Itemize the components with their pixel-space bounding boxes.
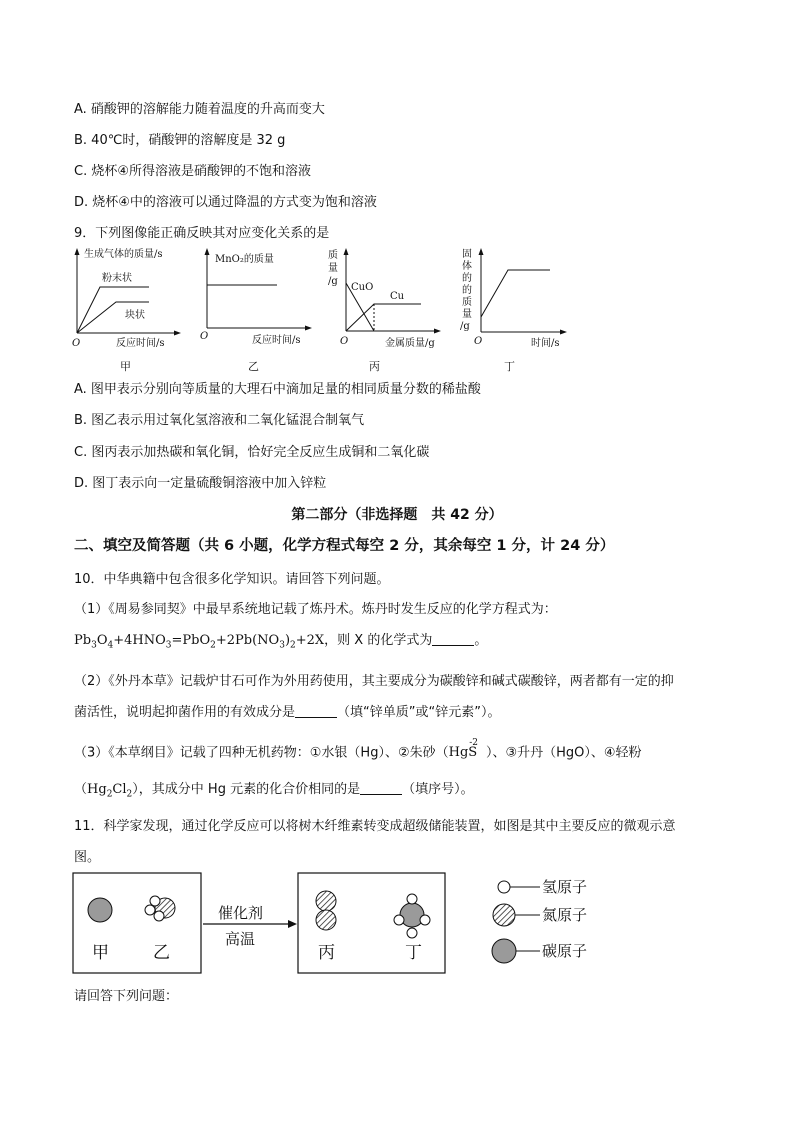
legend-hydrogen-label: 氢原子 [542,878,588,896]
chart-ding-origin: O [474,336,483,347]
chart-ding-series [481,270,550,317]
chart-ding-ylabel-3: 的 [462,273,472,284]
label-yi: 乙 [153,943,170,963]
q10-part3b-tail: （填序号）。 [402,782,474,797]
chart-yi-xlabel: 反应时间/s [252,335,301,346]
answer-blank[interactable] [360,782,402,795]
chart-ding-ylabel-6: 量 [462,309,472,320]
chart-bing-ylabel-2: 量 [328,263,338,274]
equation-end: 。 [474,633,488,648]
chart-bing-ylabel-3: /g [328,276,338,287]
chart-ding [458,245,578,350]
chart-jia-curve1-label: 粉末状 [102,273,132,284]
section2-title: 二、填空及简答题（共 6 小题，化学方程式每空 2 分，其余每空 1 分，计 24 分） [74,538,615,554]
q9-option-b: B. 图乙表示用过氧化氢溶液和二氧化锰混合制氧气 [74,413,365,428]
q10-part3a-text: （3）《本草纲目》记载了四种无机药物：①水银（Hg）、②朱砂（ [74,745,449,761]
q8-option-a: A. 硝酸钾的溶解能力随着温度的升高而变大 [74,102,325,117]
q10-part3b: $(Hg_2Cl_2)$，其成分中 Hg 元素的化合价相同的是 （填序号）。 [74,782,474,800]
answer-blank[interactable] [295,705,337,718]
q9-option-c: C. 图丙表示加热碳和氧化铜，恰好完全反应生成铜和二氧化碳 [74,445,430,460]
ch4-molecule [394,894,430,938]
chart-bing-series-cu [346,304,421,331]
chart-ding-ylabel-5: 质 [462,297,472,308]
label-jia: 甲 [92,943,109,963]
chart-bing-origin: O [340,336,349,347]
q8-option-d: D. 烧杯④中的溶液可以通过降温的方式变为饱和溶液 [74,195,377,210]
legend-carbon-atom [492,939,516,963]
chart-ding-ylabel-2: 体 [462,261,472,272]
legend-nitrogen-atom [493,904,515,926]
answer-blank[interactable] [432,633,474,646]
equation-tail: ，则 X 的化学式为 [324,633,433,648]
q10-part2a: （2）《外丹本草》记载炉甘石可作为外用药使用，其主要成分为碳酸锌和碱式碳酸锌，两者都有一定的抑 [74,674,674,689]
q10-part3b-text: ，其成分中 Hg 元素的化合价相同的是 [138,782,361,797]
chart-ding-xlabel: 时间/s [531,338,560,349]
chart-bing-curve1-label: CuO [351,282,374,293]
chart-yi-ylabel: MnO₂的质量 [215,254,274,265]
equation-formula: $Pb_3O_4+4HNO_3=PbO_2+2Pb(NO_3)_2+2X$ [74,633,325,651]
q8-option-c: C. 烧杯④所得溶液是硝酸钾的不饱和溶液 [74,164,311,179]
q11-stem-b: 图。 [74,850,101,865]
part2-title: 第二部分（非选择题 共 42 分） [291,507,503,523]
catalyst-label: 催化剂 [218,904,264,922]
q8-option-b: B. 40℃时，硝酸钾的溶解度是 32 g [74,133,286,148]
chart-ding-caption: 丁 [504,360,515,373]
chart-jia-caption: 甲 [120,360,131,373]
chart-jia-ylabel: 生成气体的质量/s [84,249,163,260]
chart-yi-caption: 乙 [248,360,259,373]
hg2cl2-formula: $Hg_2Cl_2$ [87,782,133,800]
carbon-atom [88,898,112,922]
legend-carbon-label: 碳原子 [542,942,588,960]
chart-jia-xlabel: 反应时间/s [116,338,165,349]
q10-part3a-end: ）、③升丹（HgO）、④轻粉 [485,745,642,761]
chart-jia [64,245,184,350]
legend-nitrogen-label: 氮原子 [542,906,588,924]
hgs-formula: HgS$^{-2}$ [448,738,478,761]
legend-hydrogen-atom [498,881,510,893]
chart-bing-curve2-label: Cu [390,291,405,302]
q9-option-d: D. 图丁表示向一定量硫酸铜溶液中加入锌粒 [74,476,327,491]
q10-part3a [74,740,642,762]
q10-part2b-text: 菌活性，说明起抑菌作用的有效成分是 [74,705,296,720]
chart-bing-ylabel-1: 质 [328,250,338,261]
chart-bing [324,245,449,350]
q9-stem: 9．下列图像能正确反映其对应变化关系的是 [74,226,330,241]
nh3-molecule [145,896,175,921]
q10-part2b [74,704,500,722]
q10-part1: （1）《周易参同契》中最早系统地记载了炼丹术。炼丹时发生反应的化学方程式为： [74,602,557,617]
label-bing: 丙 [318,943,335,963]
q11-stem-a: 11．科学家发现，通过化学反应可以将树木纤维素转变成超级储能装置，如图是其中主要反应的微观示意 [74,819,676,834]
q10-equation [74,632,487,655]
n2-molecule [316,891,336,930]
chart-yi [197,245,317,350]
chart-bing-caption: 丙 [369,360,380,373]
chart-jia-curve2-label: 块状 [125,310,145,321]
label-ding: 丁 [405,943,422,963]
chart-ding-ylabel-1: 固 [462,249,472,260]
q11-reaction-diagram [70,870,630,980]
chart-bing-xlabel: 金属质量/g [385,338,435,349]
q9-option-a: A. 图甲表示分别向等质量的大理石中滴加足量的相同质量分数的稀盐酸 [74,382,481,397]
condition-label: 高温 [225,930,256,948]
q10-stem: 10．中华典籍中包含很多化学知识。请回答下列问题。 [74,572,390,587]
legend [492,878,587,963]
q10-part2b-end: （填“锌单质”或“锌元素”）。 [337,705,501,720]
chart-ding-ylabel-7: /g [460,321,470,332]
chart-yi-origin: O [200,331,209,342]
chart-jia-origin: O [72,338,81,349]
q11-after: 请回答下列问题： [74,989,179,1004]
chart-ding-ylabel-4: 的 [462,285,472,296]
